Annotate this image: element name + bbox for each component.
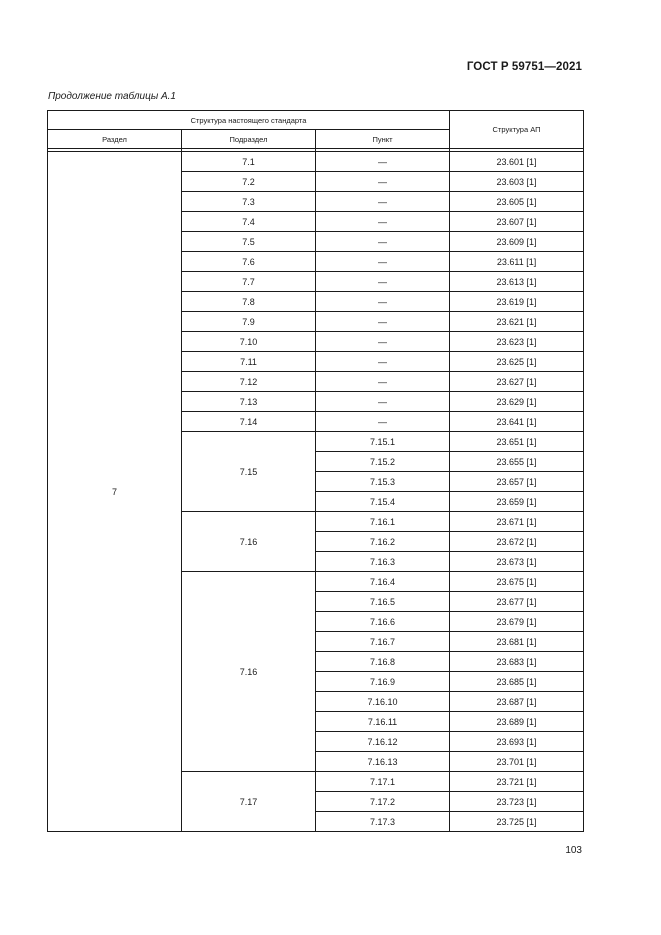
item-cell: 7.16.12 [316,732,450,752]
item-cell: — [316,412,450,432]
subsection-cell: 7.3 [182,192,316,212]
item-cell: — [316,272,450,292]
item-cell: — [316,172,450,192]
subsection-cell: 7.8 [182,292,316,312]
subsection-cell: 7.1 [182,152,316,172]
item-cell: 7.16.2 [316,532,450,552]
item-cell: 7.16.9 [316,672,450,692]
item-cell: — [316,332,450,352]
item-cell: 7.16.1 [316,512,450,532]
subsection-cell: 7.16 [182,572,316,772]
item-cell: — [316,152,450,172]
header-subsection: Подраздел [182,130,316,149]
header-group: Структура настоящего стандарта [48,111,450,130]
item-cell: 7.16.3 [316,552,450,572]
ap-cell: 23.677 [1] [450,592,584,612]
table-row [48,152,584,172]
ap-cell: 23.693 [1] [450,732,584,752]
ap-cell: 23.683 [1] [450,652,584,672]
ap-cell: 23.725 [1] [450,812,584,832]
ap-cell: 23.671 [1] [450,512,584,532]
ap-cell: 23.681 [1] [450,632,584,652]
ap-cell: 23.657 [1] [450,472,584,492]
item-cell: 7.17.2 [316,792,450,812]
ap-cell: 23.723 [1] [450,792,584,812]
ap-cell: 23.673 [1] [450,552,584,572]
ap-cell: 23.621 [1] [450,312,584,332]
item-cell: — [316,372,450,392]
item-cell: 7.16.13 [316,752,450,772]
ap-cell: 23.603 [1] [450,172,584,192]
ap-cell: 23.721 [1] [450,772,584,792]
ap-cell: 23.605 [1] [450,192,584,212]
subsection-cell: 7.15 [182,432,316,512]
section-cell: 7 [48,152,182,832]
item-cell: 7.15.4 [316,492,450,512]
subsection-cell: 7.9 [182,312,316,332]
subsection-cell: 7.16 [182,512,316,572]
structure-table [47,110,584,832]
ap-cell: 23.629 [1] [450,392,584,412]
ap-cell: 23.675 [1] [450,572,584,592]
ap-cell: 23.627 [1] [450,372,584,392]
item-cell: 7.15.2 [316,452,450,472]
item-cell: 7.17.1 [316,772,450,792]
ap-cell: 23.685 [1] [450,672,584,692]
subsection-cell: 7.11 [182,352,316,372]
subsection-cell: 7.5 [182,232,316,252]
subsection-cell: 7.17 [182,772,316,832]
header-section: Раздел [48,130,182,149]
ap-cell: 23.611 [1] [450,252,584,272]
document-code: ГОСТ Р 59751—2021 [466,61,582,73]
item-cell: 7.15.3 [316,472,450,492]
item-cell: 7.16.4 [316,572,450,592]
ap-cell: 23.619 [1] [450,292,584,312]
item-cell: 7.16.6 [316,612,450,632]
ap-cell: 23.701 [1] [450,752,584,772]
ap-cell: 23.625 [1] [450,352,584,372]
item-cell: 7.16.5 [316,592,450,612]
table-caption: Продолжение таблицы А.1 [48,91,176,102]
item-cell: 7.16.7 [316,632,450,652]
item-cell: 7.16.10 [316,692,450,712]
page-number: 103 [565,845,582,856]
item-cell: 7.16.8 [316,652,450,672]
item-cell: — [316,392,450,412]
header-item: Пункт [316,130,450,149]
item-cell: — [316,232,450,252]
ap-cell: 23.689 [1] [450,712,584,732]
ap-cell: 23.613 [1] [450,272,584,292]
item-cell: — [316,192,450,212]
item-cell: — [316,212,450,232]
subsection-cell: 7.2 [182,172,316,192]
item-cell: — [316,312,450,332]
subsection-cell: 7.4 [182,212,316,232]
item-cell: 7.15.1 [316,432,450,452]
subsection-cell: 7.10 [182,332,316,352]
subsection-cell: 7.7 [182,272,316,292]
ap-cell: 23.601 [1] [450,152,584,172]
item-cell: — [316,352,450,372]
ap-cell: 23.651 [1] [450,432,584,452]
subsection-cell: 7.13 [182,392,316,412]
subsection-cell: 7.6 [182,252,316,272]
subsection-cell: 7.12 [182,372,316,392]
ap-cell: 23.609 [1] [450,232,584,252]
ap-cell: 23.672 [1] [450,532,584,552]
item-cell: 7.16.11 [316,712,450,732]
ap-cell: 23.623 [1] [450,332,584,352]
item-cell: — [316,292,450,312]
subsection-cell: 7.14 [182,412,316,432]
item-cell: 7.17.3 [316,812,450,832]
header-ap: Структура АП [450,111,584,149]
ap-cell: 23.641 [1] [450,412,584,432]
ap-cell: 23.655 [1] [450,452,584,472]
ap-cell: 23.687 [1] [450,692,584,712]
item-cell: — [316,252,450,272]
ap-cell: 23.659 [1] [450,492,584,512]
ap-cell: 23.607 [1] [450,212,584,232]
ap-cell: 23.679 [1] [450,612,584,632]
